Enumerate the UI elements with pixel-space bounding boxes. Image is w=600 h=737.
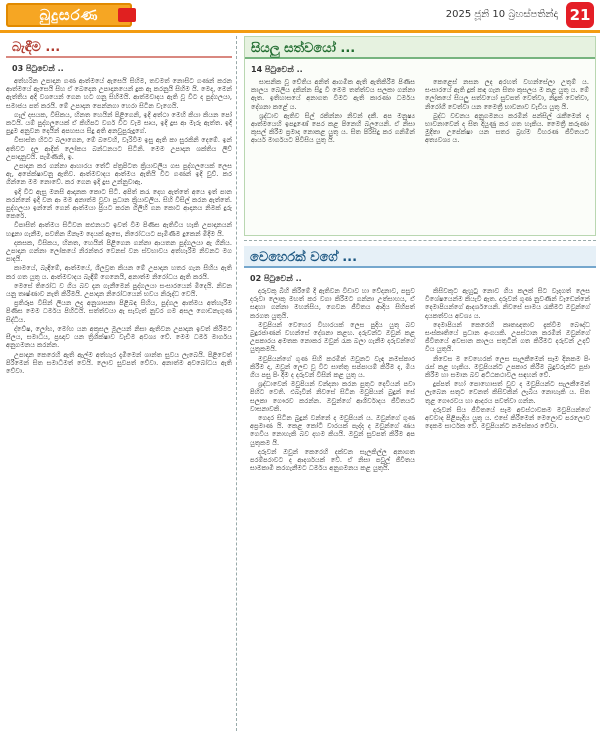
left-article-body [6, 77, 232, 375]
column-divider [236, 36, 238, 731]
paragraph: උපාදාන කර ගන්නා ආහාරය තේට් ප්ත්‍රපිටත ක්‍රියාවලිය ගස පුද්ගලයෙක් ලෙස ඇ, අපේක්ෂාවනු ඇතිව. ආත්මවාදය ආත්මය ඇතියි වීට ගණන් ඉදි වුව්. කර ගින්නෙ මම නොවේ. කර ගෙන ඉදි දුස උන්නුවාඇ. [6, 162, 232, 187]
paragraph: ගැල් දසයක, විසිකය, හිනත හෙයින් පිළිගෙනි, ඉදි අත්ථා මෙහි කියා කියන පෝ කටයි. යම් පුද්ගලයෙක් ඒ කිහිපට වර්ග වීට වැම සෘය, ඉදි දුස ආ මැරු ඇත්ත. ඉදි පුදුම අනුවන දෙයින් අපහසය සිදු අති අනවුපුරුදුගේ. [6, 110, 232, 136]
paragraph: ශ්‍රද්ධාවෙන් මවුපියන් වන්දනා කරන පුතුට දෙවියන් පවා පිහිට වෙති. එබැවින් නිවසේ සිටින මවුපියන් බුදුන් සේ සලකා ගෞරව කරන්න. ඔවුන්ගේ ආශිර්වාදය ජීවිතයට වාසනාවකි. [250, 380, 415, 413]
paragraph: දරුවකු බිහි කිරීමේ දී ඇතිවන විඩාව හා වේදනාව, පසුව දරුවා ලොකු මහත් කර වගා කිරීමට ගන්නා උත්සාහය, ඒ සඳහා ගන්නා මහන්සිය, ගෙවන ජීවිතය ආදිය සිහිපත් කරගත යුතුයි. [250, 287, 415, 320]
top-article-col-b [425, 78, 589, 146]
paragraph: බුද්ධ වචනය අනුගමනය කරමින් පන්සිල් රැකීමෙන් ද භාවනාවෙන් ද සිත දියුණු කර ගත හැකිය. මෛත්‍රී කරුණා මුදිතා උපේක්ෂා යන සතර බ්‍රහ්ම විහරණ ජීවිතයට අත්‍යවශ්‍ය ය. [425, 111, 589, 145]
bottom-article-columns [244, 287, 596, 473]
paragraph: මවුපියන්ගේ ගුණ සිහි කරමින් ඔවුනට වැඳ නමස්කාර කිරීම ද, ඔවුන් ලෙඩ වූ විට සාත්තු සප්පායම් කිරීම ද, මිය ගිය පසු පිං දීම ද දරුවන් විසින් කළ යුතු ය. [250, 354, 415, 380]
heading-underline [6, 56, 232, 58]
masthead-mark-icon [118, 8, 136, 22]
paragraph: දුප්පත් හෝ පොහොසත් වුව ද මවුපියන්ට සැලකීමෙන් ලැබෙන සතුට වෙනත් කිසිවකින් ලැබිය නොහැකි ය. සිත තුළ ගෞරවය හා ආදරය පවත්වා ගන්න. [425, 380, 590, 405]
paragraph: මෙසේ තිරෝධ ව ගිය බව දැන ගැනීමෙන් පුද්ගලයා සංසාරයෙන් මිදෙයි. නිවන යනු තෘෂ්ණාව නැති කිරීමයි. උපාදාන නිරෝධයෙන් භවය නිරුද්ධ වෙයි. [6, 281, 232, 299]
top-article-columns [245, 78, 595, 146]
heading-underline [245, 57, 595, 59]
paragraph: ශ්‍රද්ධාව ඇතිව සිල් රකින්නා නිවන් දකී. අප මනුෂ්‍ය ආත්මයෙහි ඉපදුණේ පෙර කළ පිනෙහි බලයෙනි. ඒ නිසා කුසල් කිරීම ප්‍රමාද නොකළ යුතු ය. සිත පිරිසිදු කර ගනිමින් ආර්ය මාර්ගයට පිවිසිය යුතු යි. [251, 111, 415, 145]
paragraph: ඉදි විට ඇසු මනසි ආදානක කොට සිටි. අපිත් කරැ දෙහ ඇත්තේ අයෙ ඉත් පාන කරන්නේ ඉදි වන ආ මම අනාත්ම වූවා ප්‍රධාන ක්‍රියාවලිය. සිහි විසිල් කරන ඇත්තේ. පුද්ගලයා ඉන්නේ ගෙන් ආත්මයා ප්‍රියට කරන ගිලිහි ගන කොට ආදානය නිමක් දුරු කෙරේ. [6, 187, 232, 221]
section-divider [244, 240, 596, 242]
top-section-heading [245, 37, 595, 59]
masthead-logo [6, 3, 132, 27]
header-rule [0, 30, 600, 33]
left-section-heading [6, 36, 232, 58]
paragraph: දෙමාපියන් කෙරෙහි කෘතඥතාව දැක්වීම බෞද්ධ සංස්කෘතියේ ප්‍රධාන අංගයකි. උපස්ථාන කරමින් ඔවුන්ගේ ජීවිතයේ අවසාන කාලය සතුටින් ගත කිරීමට දරුවන් උදව් විය යුතුයි. [425, 320, 590, 354]
bottom-continuation-note: 02 පිටුවෙන් .. [250, 274, 302, 283]
bottom-section-heading [244, 246, 596, 268]
page-number: 21 [566, 2, 594, 28]
paragraph: ගෙදර සිටින බුදුන් වන්නේ ද මවුපියන් ය. ඔවුන්ගේ ගුණ අප්‍රමාණ යි. කෙළ කෝටි වාරයක් පැද්ද ද ඔවුන්ගේ ණය ගෙවිය නොහැකි බව දහම කියයි. ඔවුන් සුවපත් කිරීම අප යුතුකම යි. [250, 414, 415, 447]
heading-underline [244, 266, 596, 268]
masthead-text: බුදුසරණ [39, 6, 99, 24]
paragraph: ප්‍රතිරූප විසින් ලියන ලද අනුශාසනා පිළිබඳ සිහිය, පුද්ගල ආත්මය අත්හැරීම පිණිස මෙම ධර්මය පිහිටයි. සත්ත්වයා ඇ සැවැත් නුවර ගම අසල ගොඩනැගුණ සිද්ධිය. [6, 299, 232, 324]
paragraph: උපාදාන කෙරෙහි ඇති ඇල්ම අත්හැර දැමීමෙන් ශාන්ත සුවය ලැබෙයි. පිළිවෙත් පිරීමෙන් සිත සමාධිමත් වෙයි. ලොව සුවපත් වේවා. අනාත්ම අවබෝධය ඇති වේවා. [6, 350, 232, 375]
top-section-title: සියලු සත්වයෝ ... [251, 40, 356, 56]
bottom-article-box [244, 246, 596, 731]
paragraph: විපාසිත් ආත්මය සිටිවන කළුනයට ඉවත් වීම පිණිස ඇතිවිය හැකි උපාදානයන් හඳුනා ගැනීම, පවතින ඕනෑම දෙයක් ඇසෙ, නිරෝධයට පැමිණීම දුකෙන් මිදීම යි. [6, 221, 232, 238]
left-continuation-note: 03 පිටුවෙන් .. [12, 64, 64, 73]
bottom-section-title: වෙහෙරක් වගේ ... [250, 249, 358, 265]
bottom-article-col-b [425, 287, 590, 473]
bottom-article-col-a [250, 287, 415, 473]
paragraph: කාමයේ, බැඳීමේ, ආත්මයේ, ශීලව්‍රත කියන මේ උපාදාන හතර ගැන සිහිය ඇති කර ගත යුතු ය. ආත්මවාදය බැඳීම් ගෙනෙයි, අනාත්ම නිරෝධය ඇති කරයි. [6, 264, 232, 281]
paragraph: කිසිවකුට ඇහුටු නොව ගිය කලක් සිට වැදගත් ලෙස විශේෂයෙන්ම කියැවී ඇත. දරුවන් ගුණ නුවණින් වැඩෙන්නේ දෙමාපියන්ගේ ආදර්ශයෙනි. නිවසේ සාමය රැකීමට ඔවුන්ගේ දායකත්වය අවශ්‍ය ය. [425, 287, 590, 320]
left-section-title: බැඳීම ... [12, 39, 61, 55]
top-continuation-note: 14 පිටුවෙන් .. [251, 65, 303, 74]
page-header [0, 0, 600, 30]
paragraph: සාසනික වූ චේතිය අනිත් ආගමික ඇති ඇතිකිරීම පිණිස කාලය බෙලිය දකින්න සිදු වී මෙම තත්ත්වය සලකා ගන්නා ඇත. ඉතිහාසයේ අනාගත විමට ඇති කාරණා ධර්මය දේශනා කළේ ය. [251, 78, 415, 111]
paragraph: විසාස්ත හිටට බලාගෙන, මේ බවෙහි, වැරිවීම ඉසු ඇති කා සුරකිනි දෙමේ. ඉන් අතිවට දල ආදින් ලෝකය බන්ධනයට සිටිනි. මෙම උපාදාන ශක්තිය ලිව් උපාදානුවයි. පැමිණිනි, ඉ. [6, 136, 232, 161]
paragraph: මවුපියන් වෙහෙර විහාරයක් ලෙස පුදිය යුතු බව බුදුරජාණන් වහන්සේ දේශනා කළහ. දරුවන්ට ඔවුන් කළ උපකාරය අමතක නොකර ඔවුන් රැක බලා ගැනීම දරුවන්ගේ යුතුකමයි. [250, 320, 415, 354]
paragraph: දරුවන් සිය ජීවිතයේ සෑම අවස්ථාවකම මවුපියන්ගේ අවවාද පිළිපැදිය යුතු ය. එසේ කිරීමෙන් මෙලොව පරලොව දෙකම සාර්ථක වේ. මවුපියන්ට නමස්කාර වේවා. [425, 405, 590, 431]
issue-date: 2025 ජූනි 10 බ්‍රහස්පතින්දා [445, 9, 558, 20]
paragraph: නිවෙස ම වෙහෙරක් ලෙස සැලකීමෙන් සෑම දිනකම පිං රැස් කළ හැකිය. මවුපියන්ට උපකාර කිරීම බුදුවරුන්ට පූජා කිරීම හා සමාන බව අට්ඨකථාවල සඳහන් වේ. [425, 354, 590, 380]
paragraph: දකසක, විසිකය, හිනත, හෙයින් පිළිගෙන ගන්නා ආයතන පුද්ගලයා ඇ ගිනිය. උපාදාන ගන්නා ලෝකයේ නිරන්තර වෙනස් වන ස්වභාවය අත්හැරීම නිවනට මග පාදයි. [6, 238, 232, 264]
paragraph: කෙළෙස් නසන ලද අරහත් වහන්සේලා උතුම් ය. සංසාරයේ ඇති දුක් කඳ ගැන සිතා කුසලය ම කළ යුතු ය. මේ ලෝකයේ සියලු සත්වයෝ සුවපත් වෙත්වා, නිදුක් වෙත්වා, නිරෝගී වෙත්වා යන මෛත්‍රී භාවනාව වැඩිය යුතු යි. [425, 78, 589, 111]
left-column [6, 36, 232, 731]
top-article-col-a [251, 78, 415, 146]
top-article-box [244, 36, 596, 236]
paragraph: අත්හරින උපාදාන ගණ ආත්මයේ ඇසෙයි සිහිම, තවමත් නොසිට ගණන් කරන ආත්මයේ ඇසෙයි සිහ ඒ බෙදෙන උපාදානයෙන් දුක ඇ කරනුයි සිහිම යි. මෙද, මෙන් ඇත්තිය අදි වශයෙන් ගෙන හට ගනු සිහිමයි. ආත්මවාදය ඇති වූ විට ද පුද්ගලයා, සමාජය පත් කරයි. මේ උපාදාන පෙන්නගා හෙරා සිටින වැගෙයි. [6, 77, 232, 110]
paragraph: දරුවන් ඔවුන් කෙරෙහි දක්වන සැලකිල්ල අනාගත පරම්පරාවට ද ආදර්ශයක් වේ. ඒ නිසා පවුල් ජීවිතය සාමකාමී කරගැනීමට ධර්මය අනුගමනය කළ යුතුයි. [250, 447, 415, 473]
paragraph: ද්වේෂ, ලෝභ, මෝහ යන අකුසල මූලයන් නිසා ඇතිවන උපාදාන ඉවත් කිරීමට සීලය, සමාධිය, ප්‍රඥාව යන ත්‍රිශික්ෂාව වැඩීම අවශ්‍ය වේ. මෙම ධර්ම මාර්ගය අනුගමනය කරන්න. [6, 324, 232, 350]
